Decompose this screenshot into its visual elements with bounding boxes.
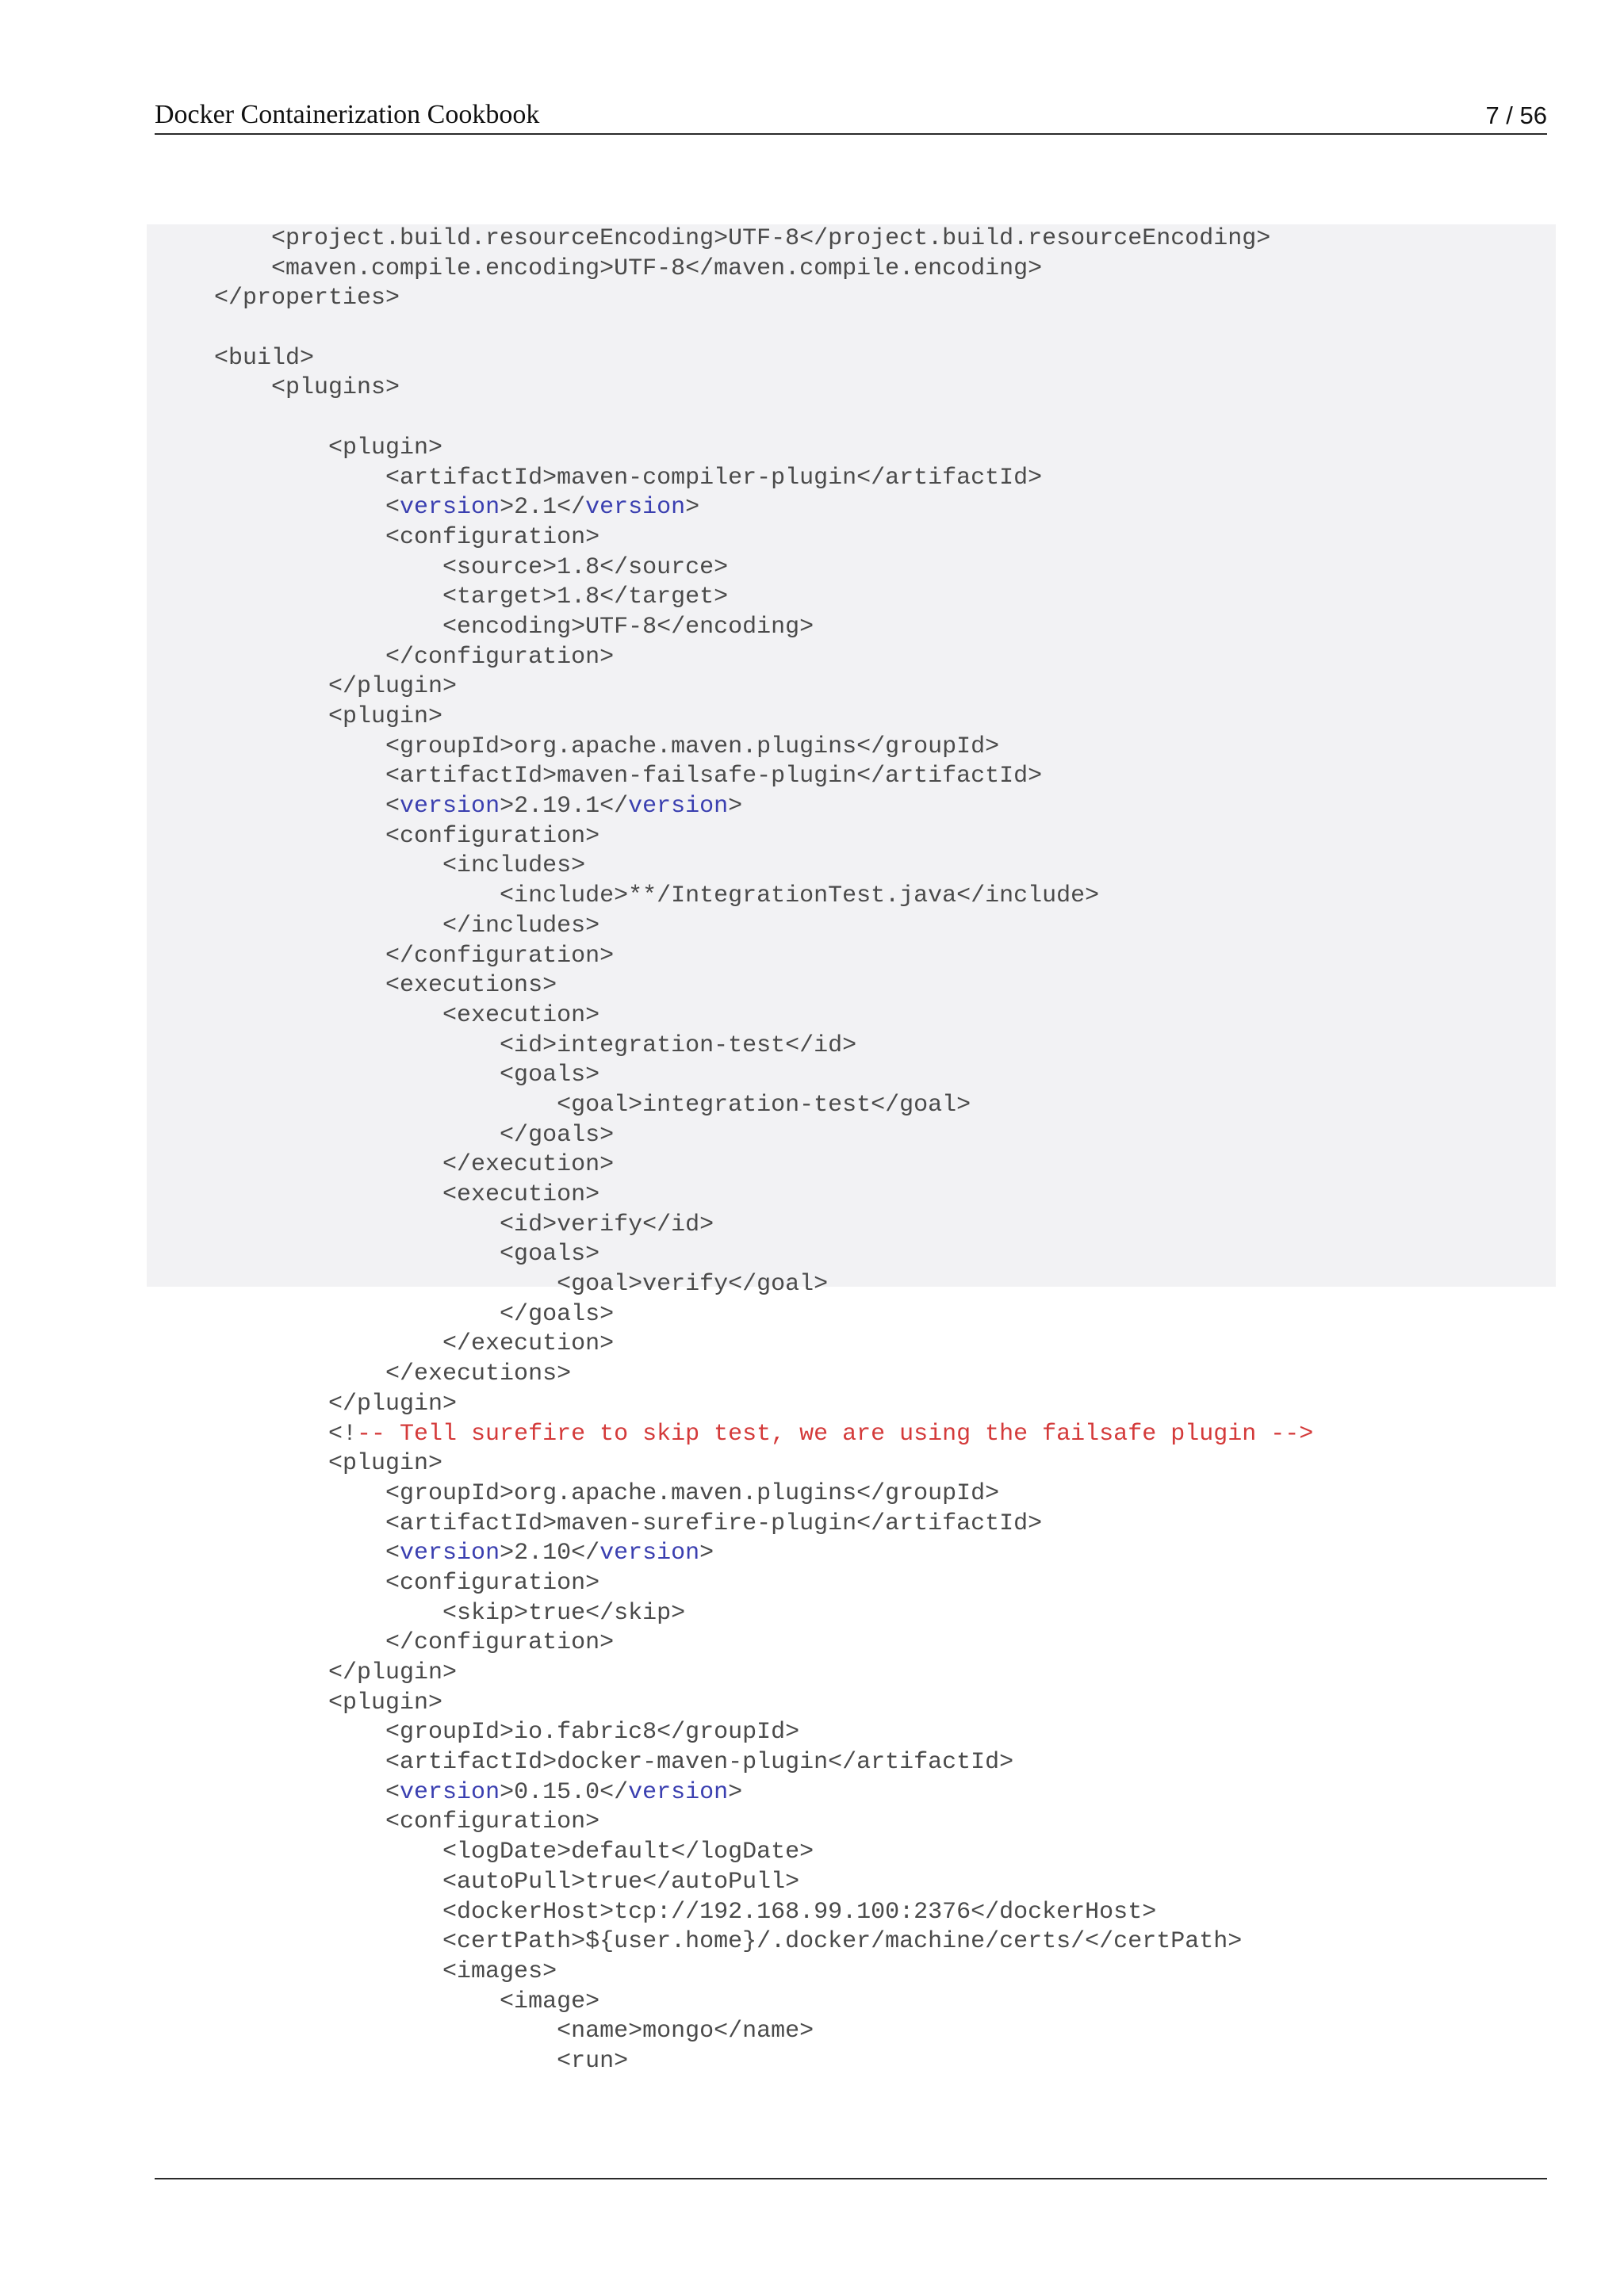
code-line: [214, 1838, 1313, 1868]
footer-rule: [155, 2178, 1547, 2179]
code-line: [214, 224, 1313, 254]
code-text: <configuration>: [214, 1808, 600, 1836]
code-text: </goals>: [214, 1300, 615, 1328]
code-text: </configuration>: [214, 942, 615, 970]
code-keyword: version: [599, 1540, 700, 1567]
code-line: [214, 1300, 1313, 1330]
code-text: <goals>: [214, 1062, 600, 1089]
code-line: [214, 1510, 1313, 1540]
code-keyword: version: [628, 1778, 729, 1806]
code-line: [214, 1240, 1313, 1270]
code-line: [214, 1599, 1313, 1629]
code-text: <goal>integration-test</goal>: [214, 1091, 971, 1119]
code-line: [214, 1808, 1313, 1838]
code-line: [214, 643, 1313, 673]
code-line: [214, 733, 1313, 763]
code-line: [214, 523, 1313, 553]
code-line: [214, 344, 1313, 374]
code-keyword: version: [628, 793, 729, 821]
code-line: [214, 1868, 1313, 1898]
code-text: </includes>: [214, 912, 600, 939]
code-text: <build>: [214, 344, 315, 372]
code-text: <image>: [214, 1988, 600, 2015]
code-line: [214, 1479, 1313, 1510]
code-text: <plugin>: [214, 703, 443, 730]
code-line: [214, 434, 1313, 464]
code-line: [214, 314, 1313, 344]
code-text: <artifactId>maven-failsafe-plugin</artifactId>: [214, 763, 1043, 790]
code-text: </goals>: [214, 1121, 615, 1149]
code-text: <configuration>: [214, 523, 600, 551]
code-line: [214, 1001, 1313, 1031]
code-text: </configuration>: [214, 643, 615, 671]
code-text: <execution>: [214, 1181, 600, 1208]
code-text: <plugin>: [214, 434, 443, 461]
code-line: [214, 822, 1313, 852]
code-text: </plugin>: [214, 673, 458, 701]
code-comment: -- Tell surefire to skip test, we are using the failsafe plugin -->: [357, 1420, 1314, 1448]
code-text: <maven.compile.encoding>UTF-8</maven.compile.encoding>: [214, 254, 1043, 282]
code-line: [214, 373, 1313, 404]
code-line: [214, 702, 1313, 733]
code-line: [214, 1360, 1313, 1390]
code-text: <includes>: [214, 852, 586, 880]
code-text: </plugin>: [214, 1390, 458, 1418]
code-line: [214, 971, 1313, 1001]
code-text: <plugin>: [214, 1450, 443, 1478]
code-line: [214, 1539, 1313, 1569]
code-text: <run>: [214, 2047, 629, 2075]
code-text: <encoding>UTF-8</encoding>: [214, 613, 814, 641]
code-text: <execution>: [214, 1001, 600, 1029]
code-line: [214, 1988, 1313, 2018]
code-text: <logDate>default</logDate>: [214, 1839, 814, 1866]
code-text: </configuration>: [214, 1629, 615, 1657]
code-text: >2.19.1</: [500, 793, 629, 821]
code-line: [214, 1270, 1313, 1300]
code-line: [214, 1569, 1313, 1599]
code-text: <groupId>io.fabric8</groupId>: [214, 1719, 800, 1747]
code-line: [214, 493, 1313, 523]
code-line: [214, 1121, 1313, 1151]
code-text: <target>1.8</target>: [214, 584, 729, 611]
code-text: <plugin>: [214, 1689, 443, 1716]
code-lines: [214, 224, 1313, 2077]
code-text: <: [214, 1540, 400, 1567]
code-text: <configuration>: [214, 1569, 600, 1597]
code-line: [214, 792, 1313, 822]
code-line: [214, 583, 1313, 613]
code-text: <autoPull>true</autoPull>: [214, 1868, 800, 1896]
code-text: <: [214, 494, 400, 522]
code-line: [214, 851, 1313, 882]
code-text: <goal>verify</goal>: [214, 1271, 829, 1299]
code-line: [214, 1659, 1313, 1689]
code-text: <artifactId>maven-compiler-plugin</artifactId>: [214, 464, 1043, 492]
code-text: <id>verify</id>: [214, 1211, 714, 1238]
code-text: <dockerHost>tcp://192.168.99.100:2376</dockerHost>: [214, 1898, 1157, 1926]
code-line: [214, 942, 1313, 972]
code-line: [214, 1211, 1313, 1241]
code-line: [214, 1181, 1313, 1211]
code-line: [214, 254, 1313, 285]
code-text: <skip>true</skip>: [214, 1599, 686, 1627]
code-text: <id>integration-test</id>: [214, 1031, 857, 1059]
code-text: <images>: [214, 1957, 557, 1985]
code-line: [214, 1091, 1313, 1121]
code-text: <project.build.resourceEncoding>UTF-8</project.build.resourceEncoding>: [214, 225, 1271, 252]
code-line: [214, 1898, 1313, 1928]
code-keyword: version: [400, 1540, 500, 1567]
code-line: [214, 1689, 1313, 1719]
code-line: [214, 1778, 1313, 1808]
code-text: </execution>: [214, 1151, 615, 1179]
code-keyword: version: [585, 494, 686, 522]
code-line: [214, 1748, 1313, 1778]
code-line: [214, 1031, 1313, 1062]
code-text: </execution>: [214, 1330, 615, 1358]
code-text: <plugins>: [214, 374, 400, 402]
code-text: </plugin>: [214, 1659, 458, 1686]
code-line: [214, 762, 1313, 792]
code-line: [214, 404, 1313, 434]
code-text: <!: [214, 1420, 358, 1448]
code-text: <source>1.8</source>: [214, 553, 729, 581]
code-text: <name>mongo</name>: [214, 2018, 814, 2045]
code-line: [214, 1957, 1313, 1988]
code-text: >: [699, 1540, 714, 1567]
code-text: <artifactId>docker-maven-plugin</artifactId>: [214, 1749, 1014, 1777]
code-text: <groupId>org.apache.maven.plugins</groupId>: [214, 1479, 1000, 1507]
code-text: <: [214, 1778, 400, 1806]
code-keyword: version: [400, 793, 500, 821]
code-block: [147, 224, 1556, 2075]
code-line: [214, 1628, 1313, 1659]
code-line: [214, 882, 1313, 912]
code-text: <artifactId>maven-surefire-plugin</artifactId>: [214, 1510, 1043, 1537]
code-line: [214, 1390, 1313, 1420]
code-text: <configuration>: [214, 822, 600, 850]
code-text: >: [685, 494, 700, 522]
code-keyword: version: [400, 494, 500, 522]
code-line: [214, 1420, 1313, 1450]
code-line: [214, 1927, 1313, 1957]
document-title: Docker Containerization Cookbook: [155, 100, 540, 129]
code-text: <include>**/IntegrationTest.java</include>: [214, 882, 1100, 910]
code-line: [214, 2047, 1313, 2077]
code-text: <groupId>org.apache.maven.plugins</groupId>: [214, 733, 1000, 760]
code-line: [214, 553, 1313, 584]
page-header: [155, 94, 1547, 135]
code-text: >2.1</: [500, 494, 586, 522]
code-line: [214, 2017, 1313, 2047]
code-line: [214, 1449, 1313, 1479]
code-text: <executions>: [214, 972, 557, 1000]
code-text: <goals>: [214, 1241, 600, 1269]
code-line: [214, 1718, 1313, 1748]
page-number: 7 / 56: [1485, 101, 1547, 129]
code-text: >2.10</: [500, 1540, 600, 1567]
code-line: [214, 284, 1313, 314]
code-line: [214, 1150, 1313, 1181]
code-line: [214, 672, 1313, 702]
code-text: <: [214, 793, 400, 821]
code-text: >: [728, 793, 743, 821]
code-line: [214, 464, 1313, 494]
code-text: >: [728, 1778, 743, 1806]
code-text: <certPath>${user.home}/.docker/machine/certs/</certPath>: [214, 1928, 1243, 1956]
code-text: >0.15.0</: [500, 1778, 629, 1806]
code-line: [214, 613, 1313, 643]
code-text: </executions>: [214, 1360, 572, 1388]
code-line: [214, 912, 1313, 942]
code-line: [214, 1330, 1313, 1360]
code-text: </properties>: [214, 285, 400, 312]
code-keyword: version: [400, 1778, 500, 1806]
code-line: [214, 1061, 1313, 1091]
